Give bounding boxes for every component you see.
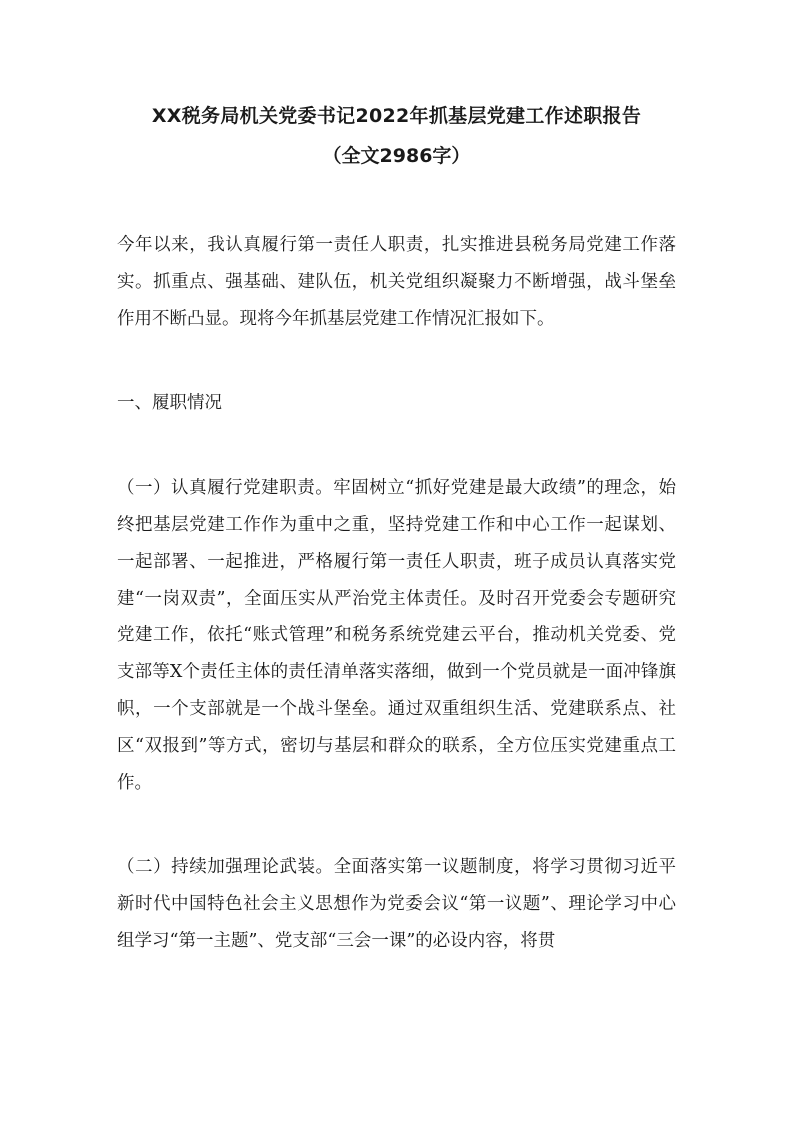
section-heading: 一、履职情况	[117, 393, 222, 414]
document-subtitle: （全文2986字）	[322, 145, 471, 167]
intro-paragraph: 今年以来，我认真履行第一责任人职责，扎实推进县税务局党建工作落实。抓重点、强基础、建队伍，机关党组织凝聚力不断增强，战斗堡垒作用不断凸显。现将今年抓基层党建工作情况汇报如下。	[117, 235, 676, 329]
section-1-paragraph: （一）认真履行党建职责。牢固树立“抓好党建是最大政绩”的理念，始终把基层党建工作作为重中之重，坚持党建工作和中心工作一起谋划、一起部署、一起推进，严格履行第一责任人职责，班子成员认真落实党建“一岗双责”，全面压实从严治党主体责任。及时召开党委会专题研究党建工作，依托“账式管理”和税务系统党建云平台，推动机关党委、党支部等X个责任主体的责任清单落实落细，做到一个党员就是一面冲锋旗帜，一个支部就是一个战斗堡垒。通过双重组织生活、党建联系点、社区“双报到”等方式，密切与基层和群众的联系，全方位压实党建重点工作。	[117, 478, 676, 793]
document-title: XX税务局机关党委书记2022年抓基层党建工作述职报告	[151, 105, 642, 127]
section-2-paragraph: （二）持续加强理论武装。全面落实第一议题制度，将学习贯彻习近平新时代中国特色社会主义思想作为党委会议“第一议题”、理论学习中心组学习“第一主题”、党支部“三会一课”的必设内容，将贯	[117, 857, 676, 951]
